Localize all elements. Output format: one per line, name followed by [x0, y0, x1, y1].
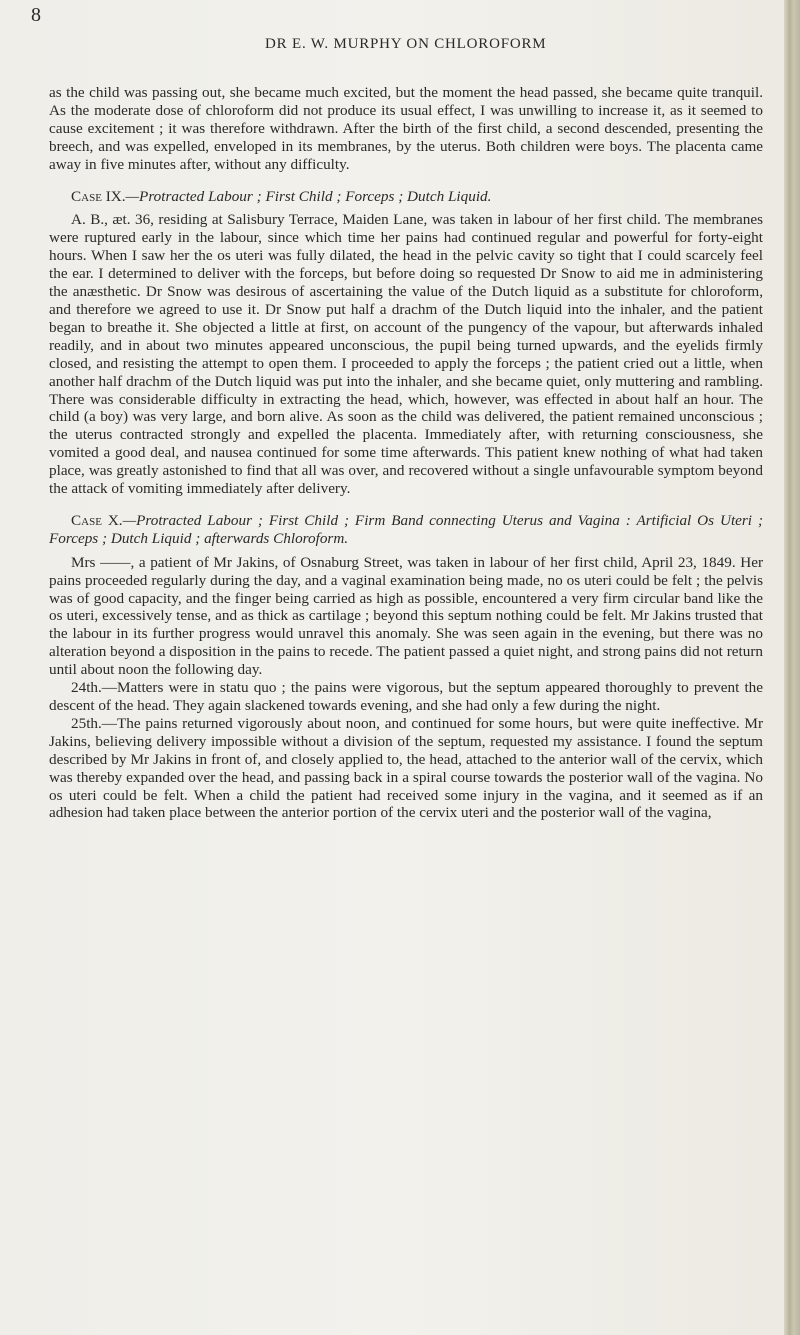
case-label: Case IX.: [71, 187, 126, 205]
paragraph-case-x: Mrs ——, a patient of Mr Jakins, of Osnaburg Street, was taken in labour of her first child, April 23, 1849. Her pains proceeded regularly during the day, and a vaginal examination being made, no os uteri could be felt ; the pelvis was of good capacity, and the finger being carried as high as possible, encountered a very firm circular band like the os uteri, excessively tense, and as thick as cartilage ; beyond this septum nothing could be felt. Mr Jakins trusted that the labour in its further progress would unravel this anomaly. She was seen again in the evening, but there was no alteration beyond a disposition in the pains to recede. The patient passed a quiet night, and strong pains did not return until about noon the following day.: [49, 553, 763, 679]
case-x-heading: [49, 512, 763, 548]
case-title: —Protracted Labour ; First Child ; Forceps ; Dutch Liquid.: [125, 187, 492, 205]
paragraph-case-ix: A. B., æt. 36, residing at Salisbury Terrace, Maiden Lane, was taken in labour of her first child. The membranes were ruptured early in the labour, since which time her pains had continued regular and powerful for forty-eight hours. When I saw her the os uteri was fully dilated, the head in the pelvic cavity so tight that I could scarcely feel the ear. I determined to deliver with the forceps, but before doing so requested Dr Snow to aid me in administering the anæsthetic. Dr Snow was desirous of ascertaining the value of the Dutch liquid as a substitute for chloroform, and therefore we agreed to use it. Dr Snow put half a drachm of the Dutch liquid into the inhaler, and the patient began to breathe it. She objected a little at first, on account of the pungency of the vapour, but afterwards inhaled readily, and in about two minutes appeared unconscious, the pupil being turned upwards, and the eyelids firmly closed, and resisting the attempt to open them. I proceeded to apply the forceps ; the patient cried out a little, when another half drachm of the Dutch liquid was put into the inhaler, and she became quiet, only muttering and rambling. There was considerable difficulty in extracting the head, which, however, was effected in about half an hour. The child (a boy) was very large, and born alive. As soon as the child was delivered, the patient remained unconscious ; the uterus contracted strongly and expelled the placenta. Immediately after, with returning consciousness, she vomited a good deal, and nausea continued for some time afterwards. This patient knew nothing of what had taken place, was greatly astonished to find that all was over, and recovered without a single unfavourable symptom beyond the attack of vomiting immediately after delivery.: [49, 211, 763, 498]
case-ix-heading: [49, 188, 763, 206]
paragraph-intro: as the child was passing out, she became much excited, but the moment the head passed, she became quite tranquil. As the moderate dose of chloroform did not produce its usual effect, I was unwilling to increase it, as it seemed to cause excitement ; it was therefore withdrawn. After the birth of the first child, a second descended, presenting the breech, and was expelled, enveloped in its membranes, by the uterus. Both children were boys. The placenta came away in five minutes after, without any difficulty.: [49, 84, 763, 173]
paragraph-24th: 24th.—Matters were in statu quo ; the pains were vigorous, but the septum appeared thoroughly to prevent the descent of the head. They again slackened towards evening, and she had only a few during the night.: [49, 679, 763, 714]
paragraph-25th: 25th.—The pains returned vigorously about noon, and continued for some hours, but were quite ineffective. Mr Jakins, believing delivery impossible without a division of the septum, requested my assistance. I found the septum described by Mr Jakins in front of, and closely applied to, the head, attached to the anterior wall of the cervix, which was thereby expanded over the head, and passing back in a spiral course towards the posterior wall of the vagina. No os uteri could be felt. When a child the patient had received some injury in the vagina, and it seemed as if an adhesion had taken place between the anterior portion of the cervix uteri and the posterior wall of the vagina,: [49, 714, 763, 822]
page-number: 8: [31, 4, 41, 26]
body-text: [49, 84, 763, 822]
case-label: Case X.: [71, 511, 123, 529]
running-head: DR E. W. MURPHY ON CHLOROFORM: [265, 36, 547, 52]
case-title: —Protracted Labour ; First Child ; Firm Band connecting Uterus and Vagina : Artificial Os Uteri ; Forceps ; Dutch Liquid ; afterwards Chloroform.: [49, 511, 763, 547]
page-edge: [784, 0, 800, 1335]
